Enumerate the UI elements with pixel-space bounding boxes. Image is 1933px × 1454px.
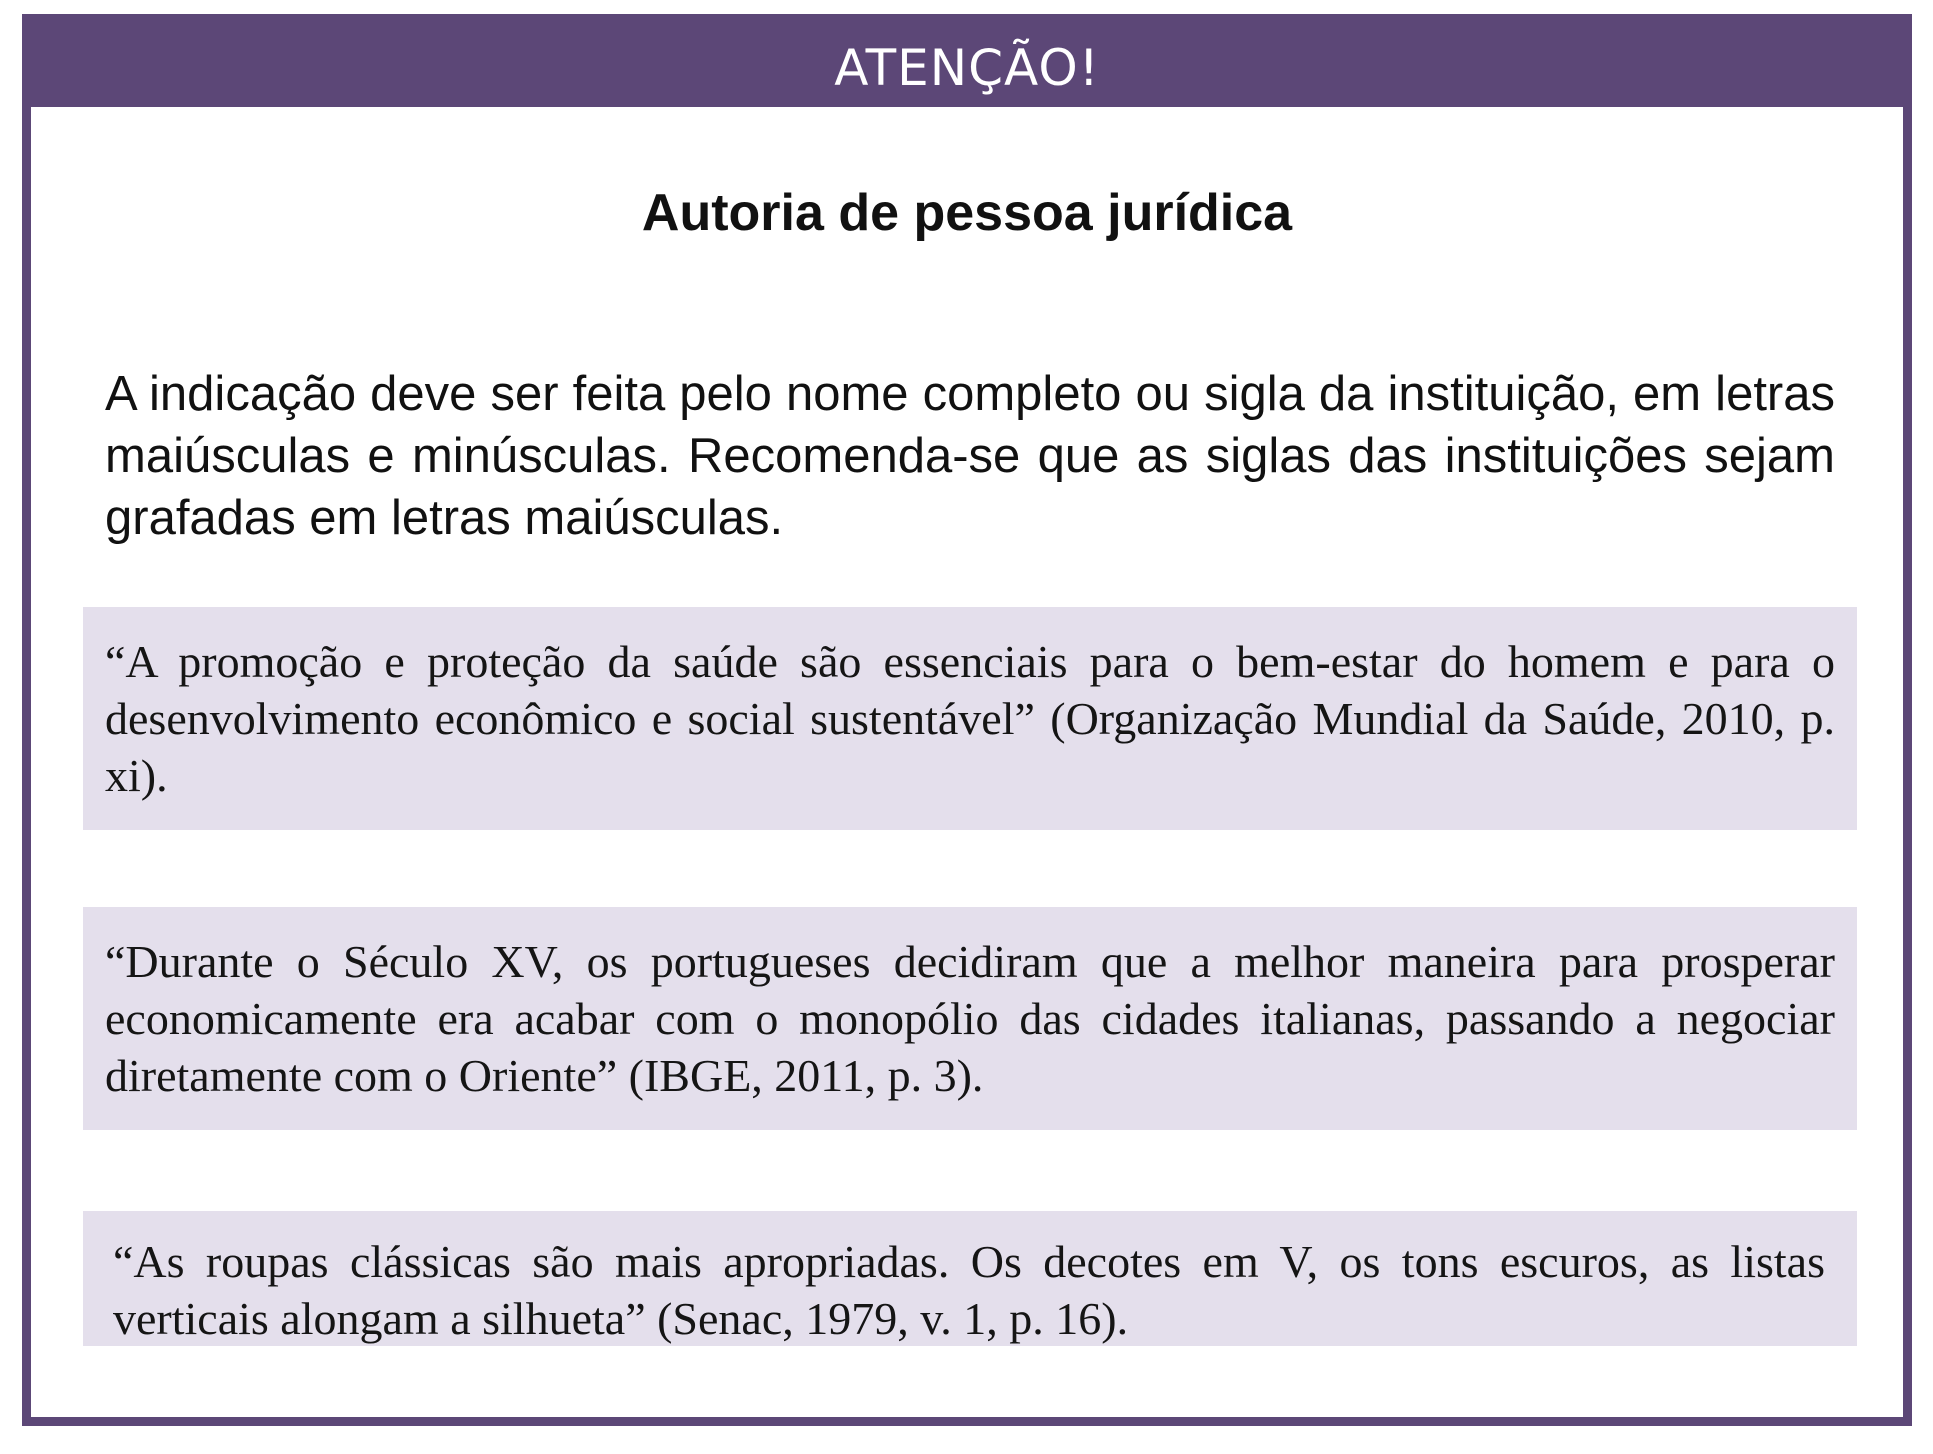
- example-quote-text: “As roupas clássicas são mais apropriadas. Os decotes em V, os tons escuros, as listas verticais alongam a silhueta” (Senac, 1979, v. 1, p. 16).: [113, 1236, 1825, 1344]
- example-quote-3: [83, 1211, 1857, 1346]
- example-quote-2: [83, 907, 1857, 1130]
- attention-box: [22, 14, 1912, 1426]
- attention-header: [31, 23, 1903, 107]
- page-title: Autoria de pessoa jurídica: [641, 184, 1293, 242]
- example-quote-1: [83, 607, 1857, 830]
- example-quote-text: “A promoção e proteção da saúde são essenciais para o bem-estar do homem e para o desenvolvimento econômico e social sustentável” (Organização Mundial da Saúde, 2010, p. xi).: [105, 636, 1835, 801]
- intro-paragraph: A indicação deve ser feita pelo nome completo ou sigla da instituição, em letras maiúsculas e minúsculas. Recomenda-se que as siglas das instituições sejam grafadas em letras maiúsculas.: [105, 367, 1835, 545]
- attention-label: ATENÇÃO!: [834, 39, 1100, 97]
- example-quote-text: “Durante o Século XV, os portugueses decidiram que a melhor maneira para prosperar economicamente era acabar com o monopólio das cidades italianas, passando a negociar diretamente com o Oriente” (IBGE, 2011, p. 3).: [105, 936, 1835, 1101]
